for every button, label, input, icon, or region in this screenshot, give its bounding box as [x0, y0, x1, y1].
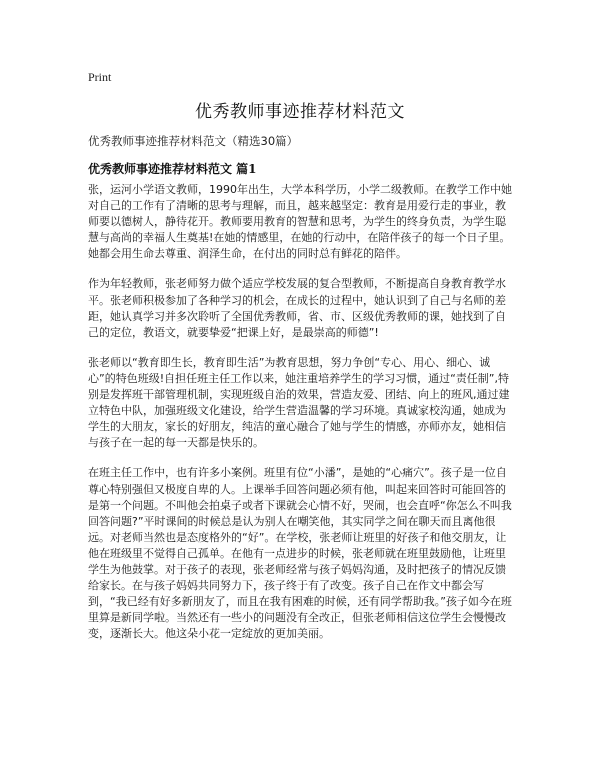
- paragraph-2: 作为年轻教师，张老师努力做个适应学校发展的复合型教师，不断提高自身教育教学水平。张老师积极参加了各种学习的机会，在成长的过程中，她认识到了自己与名师的差距，她认真学习并多次聆听了全国优秀教师，省、市、区级优秀教师的课，她找到了自己的定位，教语文，就要挚爱“把课上好，是最崇高的师德”!: [88, 277, 506, 339]
- article-body: [88, 182, 513, 656]
- page-title: 优秀教师事迹推荐材料范文: [195, 102, 405, 122]
- print-link[interactable]: Print: [88, 70, 112, 84]
- section-heading: 优秀教师事迹推荐材料范文 篇1: [88, 162, 257, 176]
- document-subtitle: 优秀教师事迹推荐材料范文（精选30篇）: [88, 134, 299, 148]
- paragraph-3: 张老师以“教育即生长，教育即生活”为教育思想，努力争创“专心、用心、细心、诚心”的特色班级!自担任班主任工作以来，她注重培养学生的学习习惯，通过“责任制”,特别是发挥班干部管理机制，实现班级自治的效果，营造友爱、团结、向上的班风,通过建立特色中队，加强班级文化建设，给学生营造温馨的学习环境。真诚家校沟通，她成为学生的大朋友，家长的好朋友，纯洁的童心融合了她与学生的情感，亦师亦友，她相信与孩子在一起的每一天都是快乐的。: [88, 355, 510, 450]
- paragraph-4: 在班主任工作中，也有许多小案例。班里有位“小潘”，是她的“心痛穴”。孩子是一位自尊心特别强但又极度自卑的人。上课举手回答问题必须有他，叫起来回答时可能回答的是第一个问题。不叫他会拍桌子或者下课就会心情不好，哭闹，也会直呼“你怎么不叫我回答问题?”平时课间的时候总是认为别人在嘲笑他，其实同学之间在聊天而且离他很远。对老师当然也是态度格外的“好”。在学校，张老师让班里的好孩子和他交朋友，让他在班级里不觉得自己孤单。在他有一点进步的时候，张老师就在班里鼓励他，让班里学生为他鼓掌。对于孩子的表现，张老师经常与孩子妈妈沟通，及时把孩子的情况反馈给家长。在与孩子妈妈共同努力下，孩子终于有了改变。孩子自己在作文中都会写到，“我已经有好多新朋友了，而且在我有困难的时候，还有同学帮助我。”孩子如今在班里算是新同学啦。当然还有一些小的问题没有全改正，但张老师相信这位学生会慢慢改变，逐渐长大。他这朵小花一定绽放的更加美丽。: [88, 466, 512, 641]
- paragraph-1: 张，运河小学语文教师，1990年出生，大学本科学历，小学二级教师。在教学工作中她对自己的工作有了清晰的思考与理解，而且，越来越坚定：教育是用爱行走的事业，教师要以德树人，静待花开。教师要用教育的智慧和思考，为学生的终身负责，为学生聪慧与高尚的幸福人生奠基!在她的情感里，在她的行动中，在陪伴孩子的每一个日子里。她都会用生命去尊重、润泽生命，在付出的同时总有鲜花的陪伴。: [88, 183, 512, 261]
